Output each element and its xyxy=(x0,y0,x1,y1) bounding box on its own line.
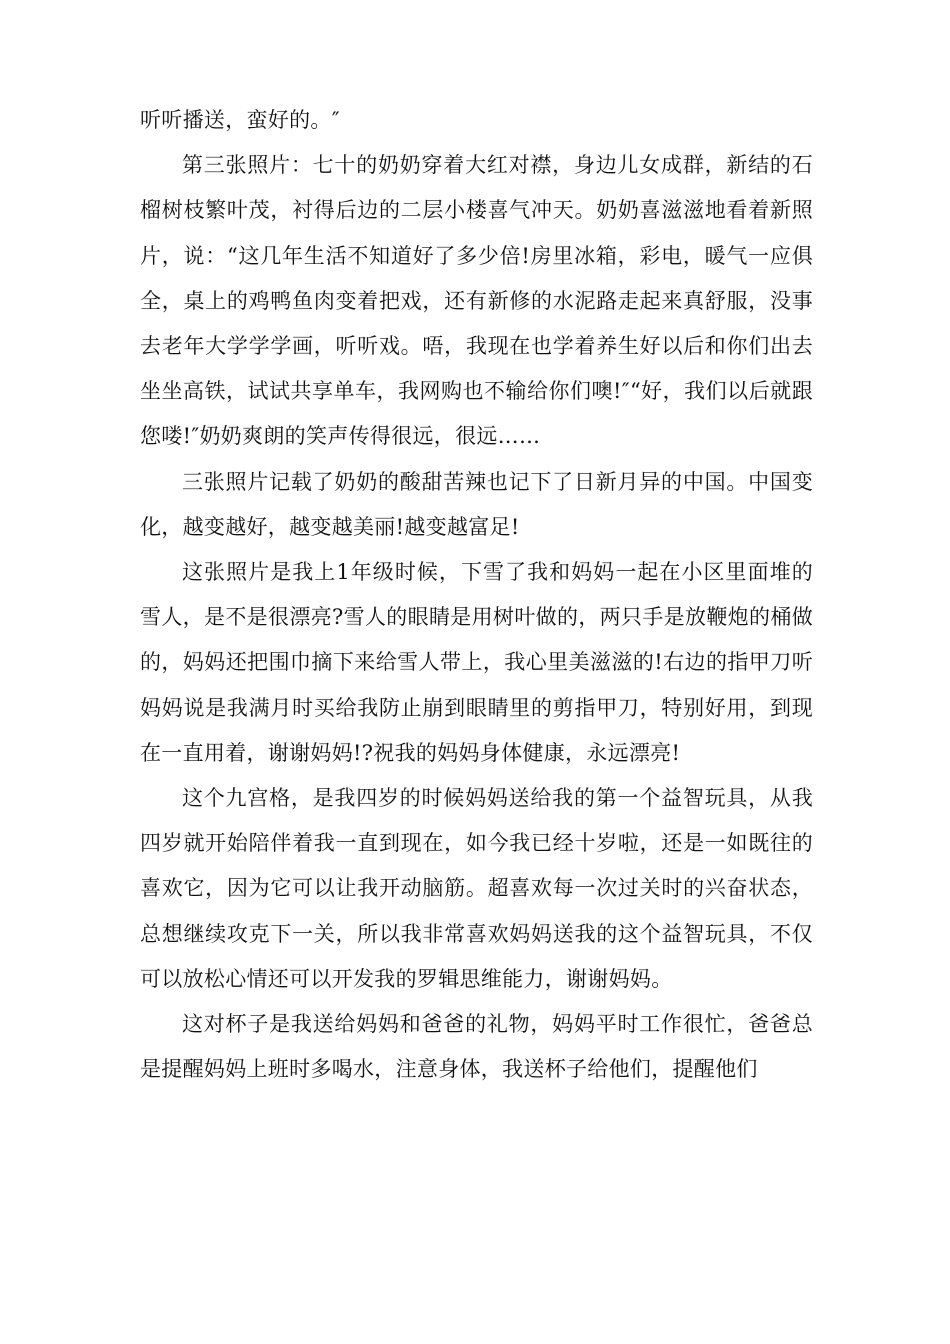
paragraph-third-photo: 第三张照片：七十的奶奶穿着大红对襟，身边儿女成群，新结的石榴树枝繁叶茂，衬得后边的二层小楼喜气冲天。奶奶喜滋滋地看着新照片，说：“这几年生活不知道好了多少倍!房里冰箱，彩电，暖气一应俱全，桌上的鸡鸭鱼肉变着把戏，还有新修的水泥路走起来真舒服，没事去老年大学学学画，听听戏。唔，我现在也学着养生好以后和你们出去坐坐高铁，试试共享单车，我网购也不输给你们噢!″“好，我们以后就跟您喽!″奶奶爽朗的笑声传得很远，很远…… xyxy=(140,153,813,449)
paragraph-continuation: 听听播送，蛮好的。″ xyxy=(140,108,340,132)
paragraph-puzzle-toy: 这个九宫格，是我四岁的时候妈妈送给我的第一个益智玩具，从我四岁就开始陪伴着我一直到现在，如今我已经十岁啦，还是一如既往的喜欢它，因为它可以让我开动脑筋。超喜欢每一次过关时的兴奋状态，总想继续攻克下一关，所以我非常喜欢妈妈送我的这个益智玩具，不仅可以放松心情还可以开发我的罗辑思维能力，谢谢妈妈。 xyxy=(140,786,813,991)
paragraph-snowman-photo: 这张照片是我上1年级时候，下雪了我和妈妈一起在小区里面堆的雪人，是不是很漂亮?雪人的眼睛是用树叶做的，两只手是放鞭炮的桶做的，妈妈还把围巾摘下来给雪人带上，我心里美滋滋的!右边的指甲刀听妈妈说是我满月时买给我防止崩到眼睛里的剪指甲刀，特别好用，到现在一直用着，谢谢妈妈!?祝我的妈妈身体健康，永远漂亮! xyxy=(140,560,813,765)
paragraph-cups-gift: 这对杯子是我送给妈妈和爸爸的礼物，妈妈平时工作很忙，爸爸总是提醒妈妈上班时多喝水，注意身体，我送杯子给他们，提醒他们 xyxy=(140,1012,813,1082)
document-body xyxy=(140,98,813,1092)
paragraph-three-photos-summary: 三张照片记载了奶奶的酸甜苦辣也记下了日新月异的中国。中国变化，越变越好，越变越美丽!越变越富足! xyxy=(140,469,813,539)
